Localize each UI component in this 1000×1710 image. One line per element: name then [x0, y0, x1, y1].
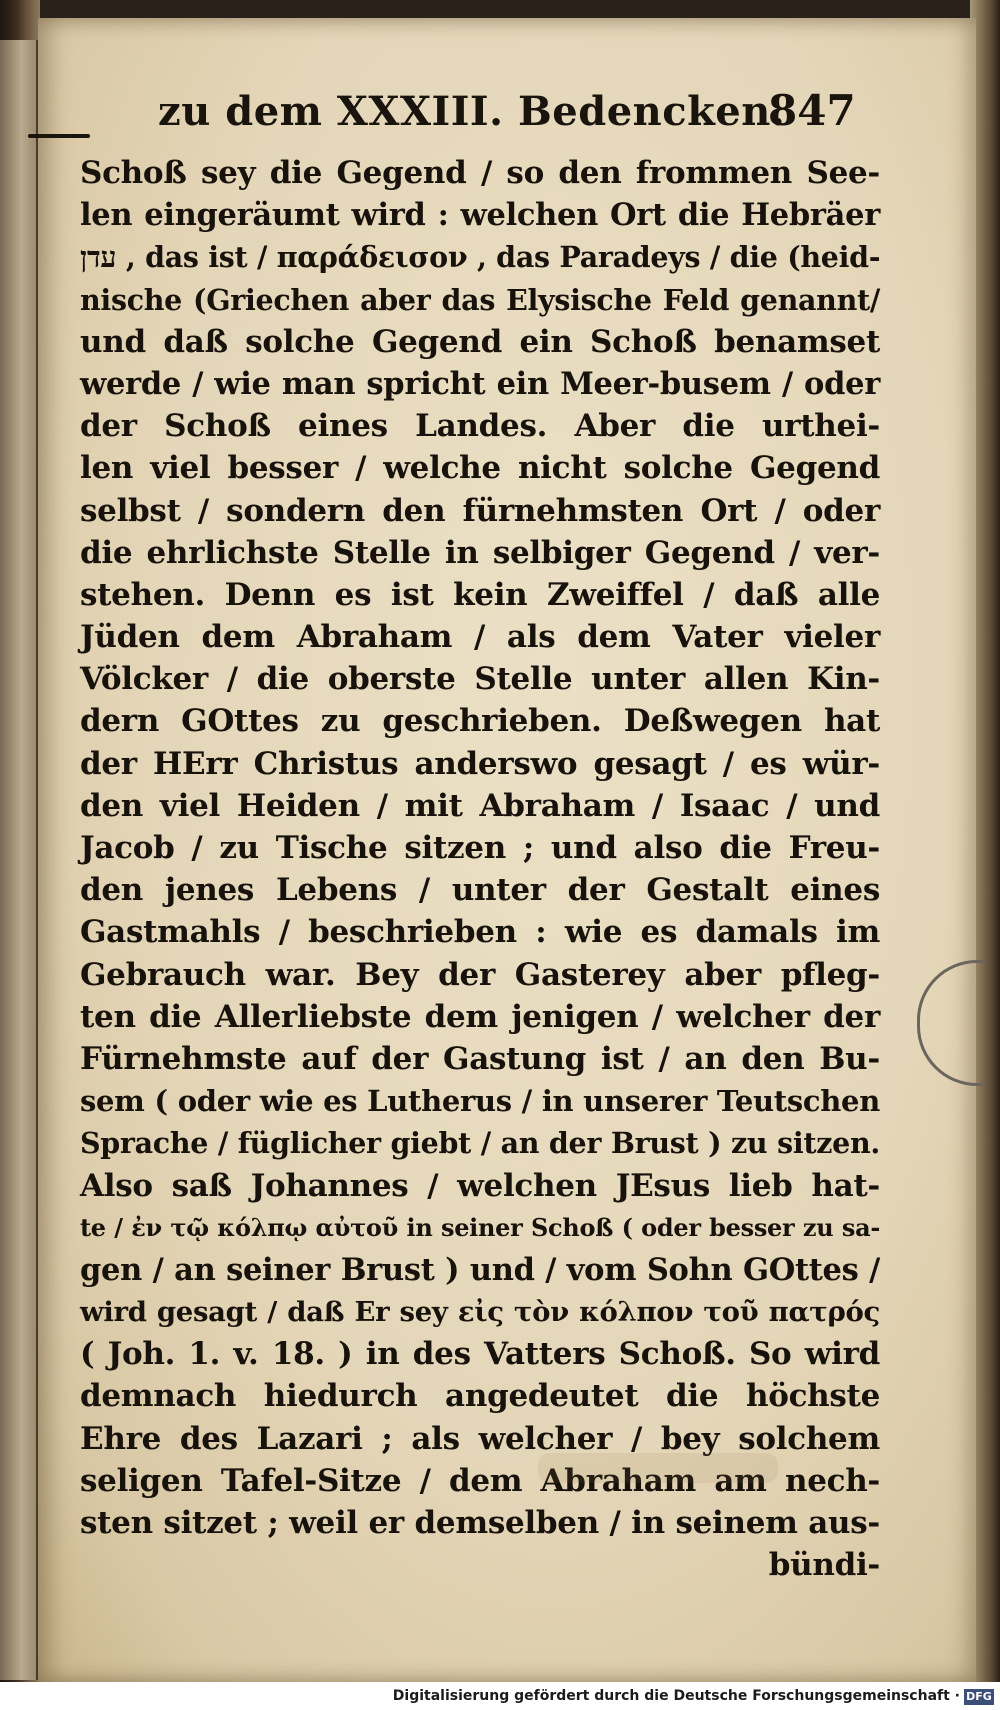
page-header — [38, 82, 976, 142]
text-line: Gebrauch war. Bey der Gasterey aber pfleg- — [80, 956, 880, 993]
text-line: der Schoß eines Landes. Aber die urthei- — [80, 408, 880, 445]
book-clip — [917, 960, 984, 1086]
text-line: werde / wie man spricht ein Meer-busem / oder — [80, 365, 880, 402]
text-line: Gastmahls / beschrieben : wie es damals im — [80, 914, 880, 951]
body-text — [80, 152, 880, 1586]
funding-note: Digitalisierung gefördert durch die Deutsche Forschungsgemeinschaft · — [392, 1688, 960, 1704]
text-line: wird gesagt / daß Er sey εἰς τὸν κόλπον τοῦ πατρός — [80, 1296, 880, 1329]
page-number: 847 — [768, 86, 856, 135]
footer-bar — [0, 1682, 1000, 1710]
text-line: der HErr Christus anderswo gesagt / es wür- — [80, 745, 880, 782]
text-line: gen / an seiner Brust ) und / vom Sohn GOttes / — [80, 1251, 880, 1288]
text-line: den jenes Lebens / unter der Gestalt eines — [80, 872, 880, 909]
text-line: selbst / sondern den fürnehmsten Ort / oder — [80, 492, 880, 529]
text-line: die ehrlichste Stelle in selbiger Gegend / ver- — [80, 534, 880, 571]
text-line: Schoß sey die Gegend / so den frommen See- — [80, 155, 880, 191]
book-page — [38, 18, 976, 1683]
text-line: ten die Allerliebste dem jenigen / welcher der — [80, 998, 880, 1035]
text-line: te / ἐν τῷ κόλπῳ αὐτοῦ in seiner Schoß ( oder besser zu sa- — [80, 1212, 880, 1242]
text-line: sem ( oder wie es Lutherus / in unserer Teutschen — [80, 1084, 880, 1119]
text-line: ( Joh. 1. v. 18. ) in des Vatters Schoß. So wird — [80, 1336, 880, 1373]
text-line: Ehre des Lazari ; als welcher / bey solchem — [80, 1420, 880, 1457]
text-line: demnach hiedurch angedeutet die höchste — [80, 1378, 880, 1415]
dfg-logo: DFG — [964, 1689, 994, 1705]
text-line: sten sitzet ; weil er demselben / in seinem aus- — [80, 1505, 880, 1541]
catchword: bündi- — [768, 1547, 880, 1584]
text-line: עדן , das ist / παράδεισον , das Paradeys / die (heid- — [80, 240, 881, 275]
paper-stain — [538, 1453, 778, 1483]
adjacent-page-edge — [0, 40, 38, 1680]
text-line: Sprache / füglicher giebt / an der Brust ) zu sitzen. — [80, 1126, 880, 1161]
text-line: Fürnehmste auf der Gastung ist / an den Bu- — [80, 1040, 880, 1077]
text-line: Jacob / zu Tische sitzen ; und also die Freu- — [80, 830, 880, 866]
text-line: dern GOttes zu geschrieben. Deßwegen hat — [80, 703, 880, 740]
text-line: nische (Griechen aber das Elysische Feld genannt/ — [80, 282, 880, 317]
text-line: Jüden dem Abraham / als dem Vater vieler — [80, 619, 880, 656]
running-head: zu dem XXXIII. Bedencken. — [158, 88, 786, 135]
header-rule — [28, 134, 90, 138]
text-line: Völcker / die oberste Stelle unter allen Kin- — [80, 661, 880, 698]
text-line: len viel besser / welche nicht solche Gegend — [80, 450, 880, 487]
text-line: Also saß Johannes / welchen JEsus lieb hat- — [80, 1167, 880, 1204]
text-line: stehen. Denn es ist kein Zweiffel / daß alle — [80, 576, 880, 613]
text-line: den viel Heiden / mit Abraham / Isaac / und — [80, 787, 880, 824]
text-line: und daß solche Gegend ein Schoß benamset — [80, 323, 880, 360]
text-line: len eingeräumt wird : welchen Ort die Hebräer — [80, 197, 880, 234]
text-line: seligen Tafel-Sitze / dem Abraham am nech- — [80, 1462, 880, 1499]
